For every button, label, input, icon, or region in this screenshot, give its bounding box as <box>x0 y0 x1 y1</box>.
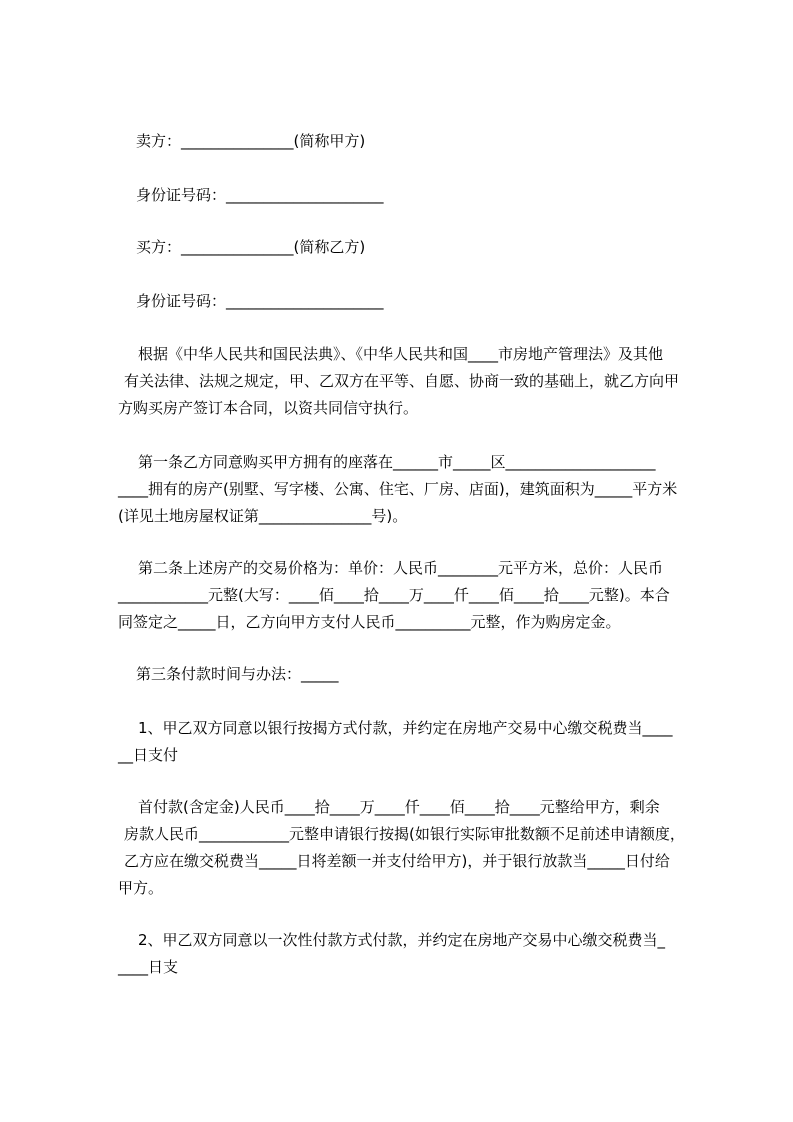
article2-line-2: ____________元整(大写：____佰____拾____万____仟____佰____拾____元整)。本合 <box>118 586 670 604</box>
buyer-line: 买方：_______________(简称乙方) <box>136 238 366 256</box>
down-payment-line-4: 甲方。 <box>118 879 164 897</box>
buyer-id-line: 身份证号码：_____________________ <box>136 292 384 310</box>
preamble-line-3: 方购买房产签订本合同，以资共同信守执行。 <box>118 399 419 417</box>
article3-title: 第三条付款时间与办法：_____ <box>136 665 339 683</box>
article3-item1-line-1: 1、甲乙双方同意以银行按揭方式付款，并约定在房地产交易中心缴交税费当____ <box>138 719 673 737</box>
article1-line-3: (详见土地房屋权证第_______________号)。 <box>118 507 408 525</box>
seller-line: 卖方：_______________(简称甲方) <box>136 132 366 150</box>
seller-id-line: 身份证号码：_____________________ <box>136 186 384 204</box>
down-payment-line-2: 房款人民币____________元整申请银行按揭(如银行实际审批数额不足前述申请额度， <box>124 825 685 843</box>
article2-line-3: 同签定之_____日，乙方向甲方支付人民币__________元整，作为购房定金。 <box>118 613 621 631</box>
down-payment-line-3: 乙方应在缴交税费当_____日将差额一并支付给甲方)，并于银行放款当_____日付给 <box>124 852 670 870</box>
article2-line-1: 第二条上述房产的交易价格为：单价：人民币________元平方米，总价：人民币 <box>138 559 664 577</box>
article3-item1-line-2: __日支付 <box>118 746 179 764</box>
article1-line-1: 第一条乙方同意购买甲方拥有的座落在______市_____区____________________ <box>138 453 656 471</box>
down-payment-line-1: 首付款(含定金)人民币____拾____万____仟____佰____拾____元整给甲方，剩余 <box>138 798 660 816</box>
article1-line-2: ____拥有的房产(别墅、写字楼、公寓、住宅、厂房、店面)，建筑面积为_____平方米 <box>118 480 678 498</box>
article3-item2-line-2: ____日支 <box>118 958 179 976</box>
preamble-line-1: 根据《中华人民共和国民法典》、《中华人民共和国____市房地产管理法》及其他 <box>138 345 664 363</box>
preamble-line-2: 有关法律、法规之规定，甲、乙双方在平等、自愿、协商一致的基础上，就乙方向甲 <box>124 372 680 390</box>
article3-item2-line-1: 2、甲乙双方同意以一次性付款方式付款，并约定在房地产交易中心缴交税费当_ <box>138 931 666 949</box>
